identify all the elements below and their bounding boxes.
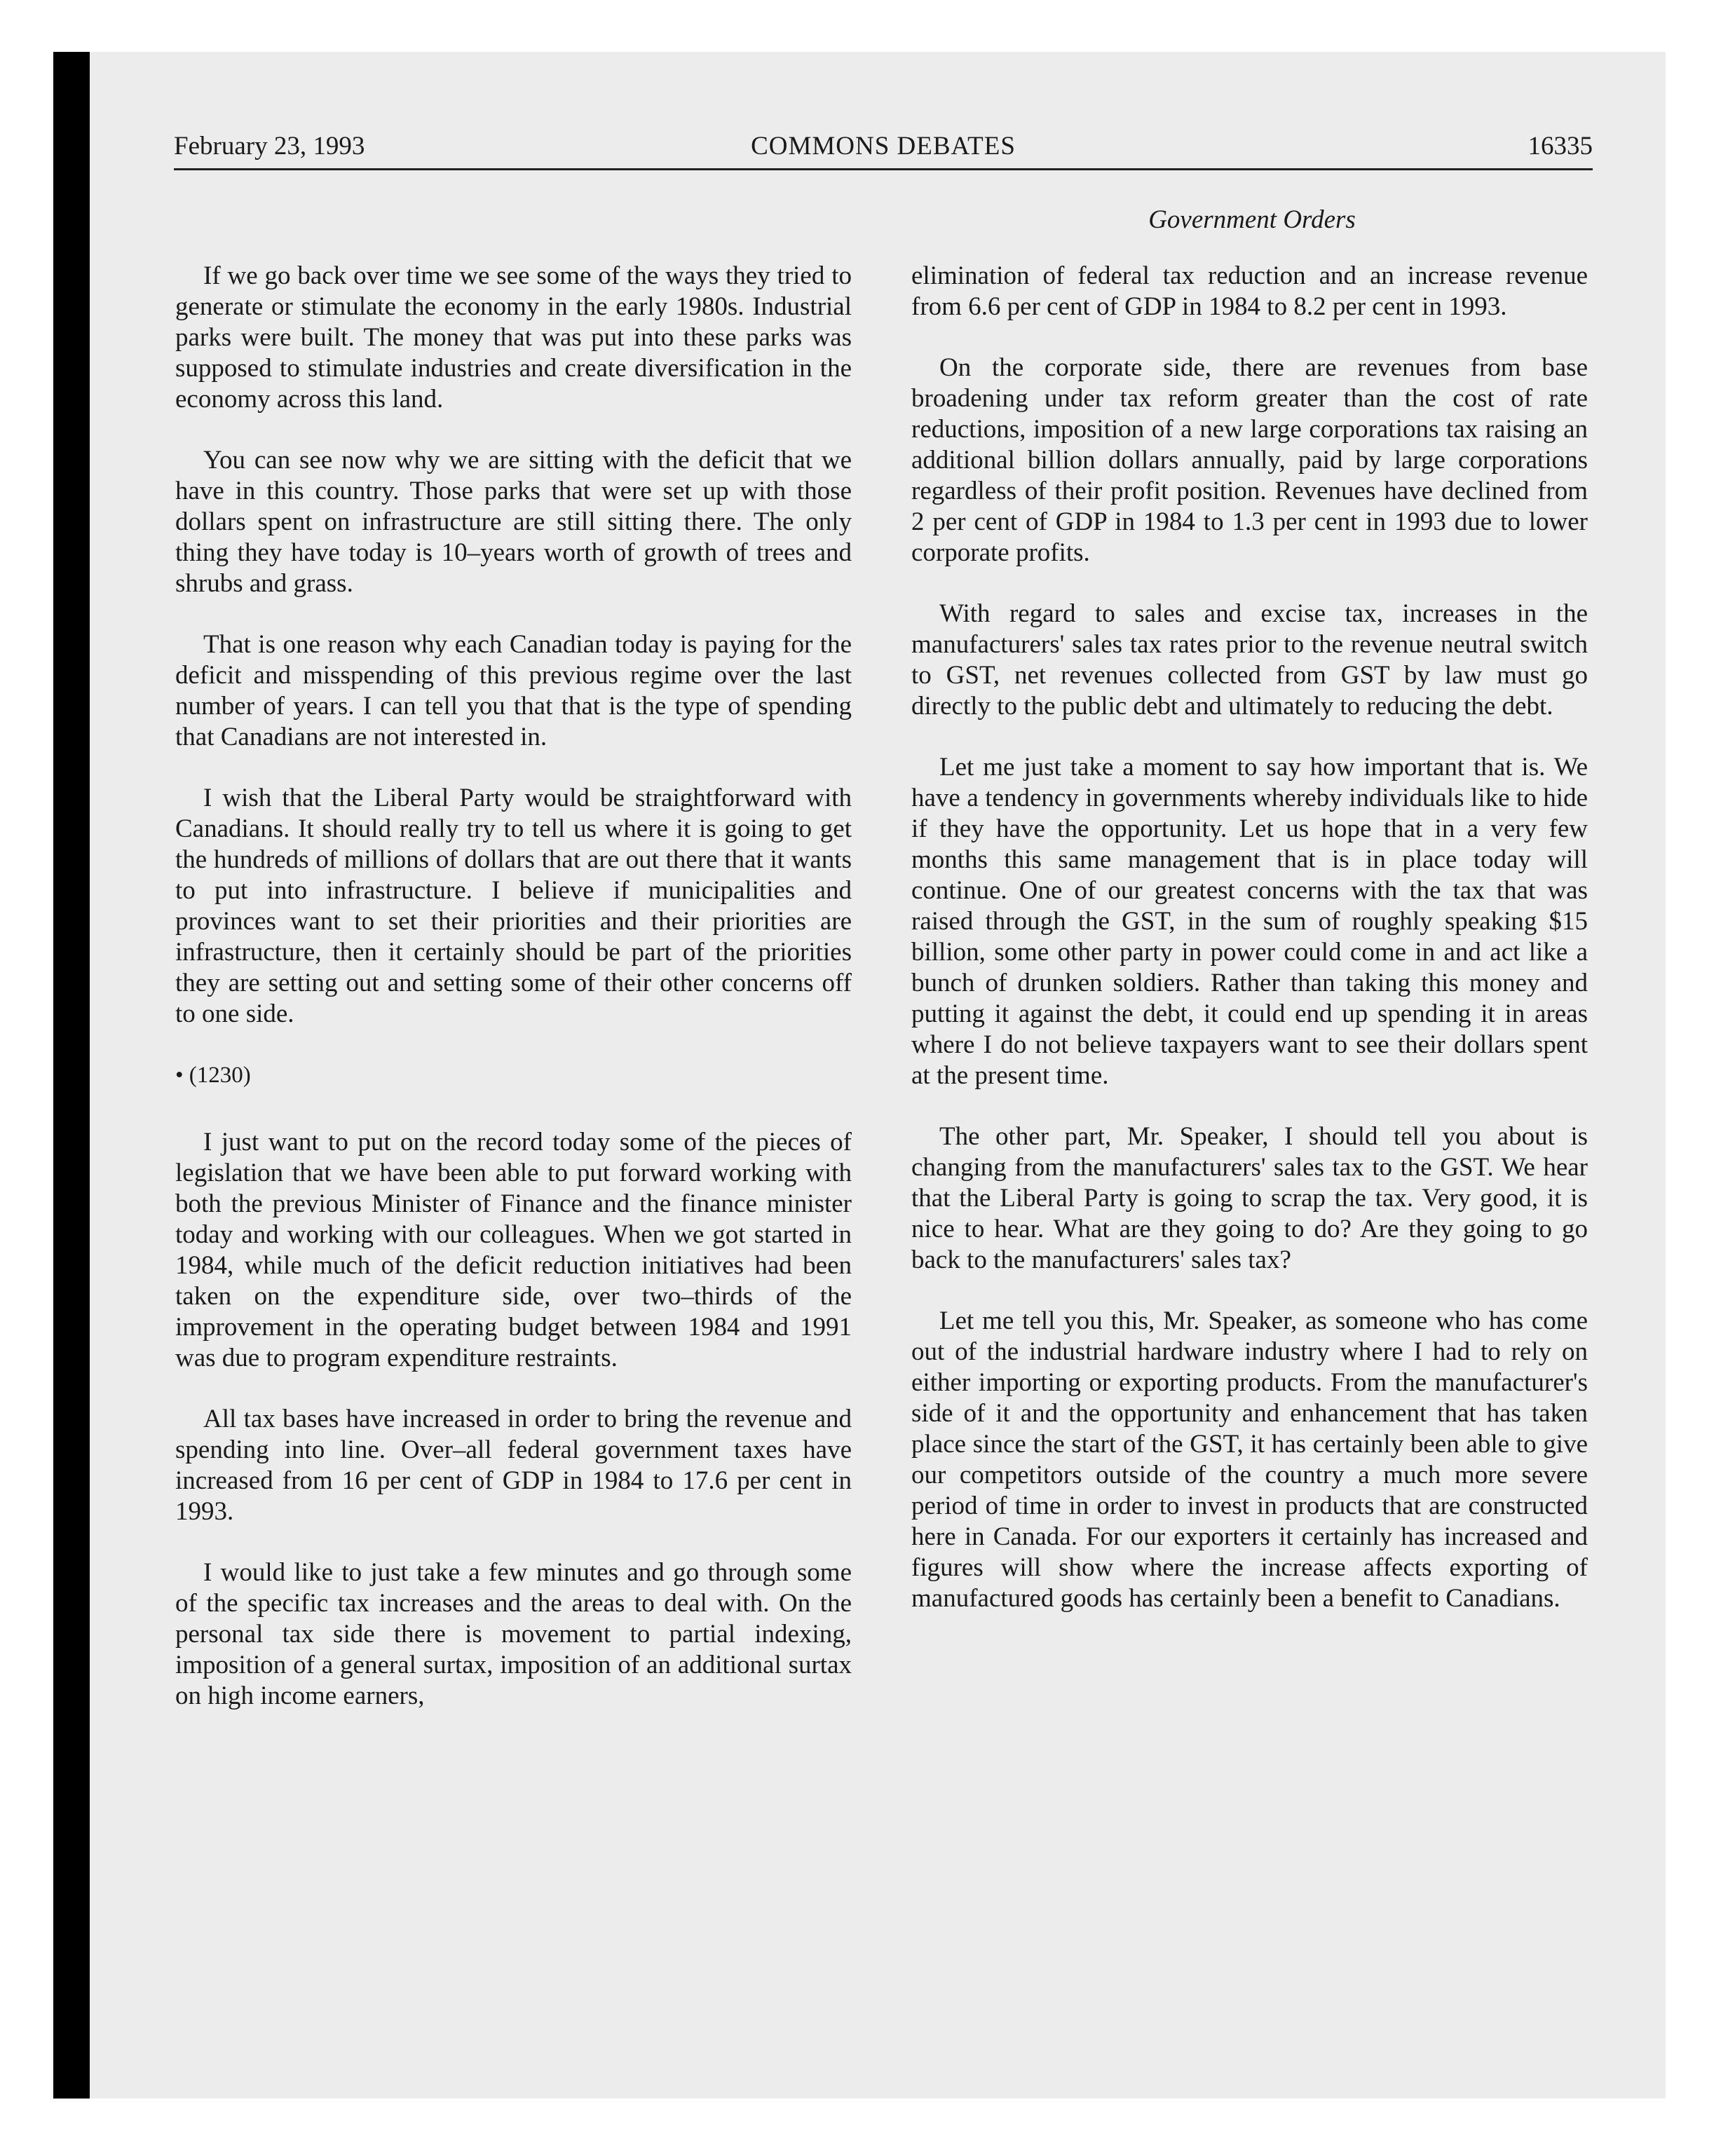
paragraph: I would like to just take a few minutes and go through some of the specific tax increases and the areas to deal with. On the personal tax side there is movement to partial indexing, imposition of a general surtax, imposition of an additional surtax on high income earners,: [175, 1558, 852, 1710]
paragraph: Let me just take a moment to say how important that is. We have a tendency in governments whereby individuals like to hide if they have the opportunity. Let us hope that in a very few months this same management that is in place today will continue. One of our greatest concerns with the tax that was raised through the GST, in the sum of roughly speaking $15 billion, some other party in power could come in and act like a bunch of drunken soldiers. Rather than taking this money and putting it against the debt, it could end up spending it in areas where I do not believe taxpayers want to see their dollars spent at the present time.: [911, 753, 1588, 1090]
paragraph: Let me tell you this, Mr. Speaker, as someone who has come out of the industrial hardware industry where I had to rely on either importing or exporting products. From the manufacturer's side of it and the opportunity and enhancement that has taken place since the start of the GST, it has certainly been able to give our competitors outside of the country a much more severe period of time in order to invest in products that are constructed here in Canada. For our exporters it certainly has increased and figures will show where the increase affects exporting of manufactured goods has certainly been a benefit to Canadians.: [911, 1306, 1588, 1613]
scan-binding-edge: [53, 52, 90, 2099]
paragraph: On the corporate side, there are revenues from base broadening under tax reform greater than the cost of rate reductions, imposition of a new large corporations tax raising an additional billion dollars annually, paid by large corporations regardless of their profit position. Revenues have declined from 2 per cent of GDP in 1984 to 1.3 per cent in 1993 due to lower corporate profits.: [911, 353, 1588, 567]
paragraph: All tax bases have increased in order to bring the revenue and spending into line. Over–all federal government taxes have increased from 16 per cent of GDP in 1984 to 17.6 per cent in 1993.: [175, 1405, 852, 1526]
paragraph: I wish that the Liberal Party would be straightforward with Canadians. It should really try to tell us where it is going to get the hundreds of millions of dollars that are out there that it wants to put into infrastructure. I believe if municipalities and provinces want to set their priorities and their priorities are infrastructure, then it certainly should be part of the priorities they are setting out and setting some of their other concerns off to one side.: [175, 784, 852, 1028]
header-page-number: 16335: [1528, 132, 1593, 161]
section-title: Government Orders: [1148, 205, 1356, 234]
left-column: [175, 261, 852, 1742]
paragraph: The other part, Mr. Speaker, I should tell you about is changing from the manufacturers' sales tax to the GST. We hear that the Liberal Party is going to scrap the tax. Very good, it is nice to hear. What are they going to do? Are they going to go back to the manufacturers' sales tax?: [911, 1122, 1588, 1274]
paragraph: That is one reason why each Canadian today is paying for the deficit and misspending of this previous regime over the last number of years. I can tell you that that is the type of spending that Canadians are not interested in.: [175, 630, 852, 751]
paragraph: With regard to sales and excise tax, increases in the manufacturers' sales tax rates prior to the revenue neutral switch to GST, net revenues collected from GST by law must go directly to the public debt and ultimately to reducing the debt.: [911, 599, 1588, 721]
paragraph: elimination of federal tax reduction and an increase revenue from 6.6 per cent of GDP in 1984 to 8.2 per cent in 1993.: [911, 261, 1588, 321]
time-marker: • (1230): [175, 1063, 251, 1088]
header-rule: [174, 168, 1593, 170]
right-column: [911, 261, 1588, 1644]
header-date: February 23, 1993: [174, 132, 365, 161]
paragraph: If we go back over time we see some of the ways they tried to generate or stimulate the economy in the early 1980s. Industrial parks were built. The money that was put into these parks was supposed to stimulate industries and create diversification in the economy across this land.: [175, 261, 852, 414]
header-publication-title: COMMONS DEBATES: [751, 132, 1016, 161]
paragraph: You can see now why we are sitting with the deficit that we have in this country. Those parks that were set up with those dollars spent on infrastructure are still sitting there. The only thing they have today is 10–years worth of growth of trees and shrubs and grass.: [175, 446, 852, 598]
page-header: [174, 130, 1593, 167]
paragraph: I just want to put on the record today some of the pieces of legislation that we have been able to put forward working with both the previous Minister of Finance and the finance minister today and working with our colleagues. When we got started in 1984, while much of the deficit reduction initiatives had been taken on the expenditure side, over two–thirds of the improvement in the operating budget between 1984 and 1991 was due to program expenditure restraints.: [175, 1128, 852, 1372]
